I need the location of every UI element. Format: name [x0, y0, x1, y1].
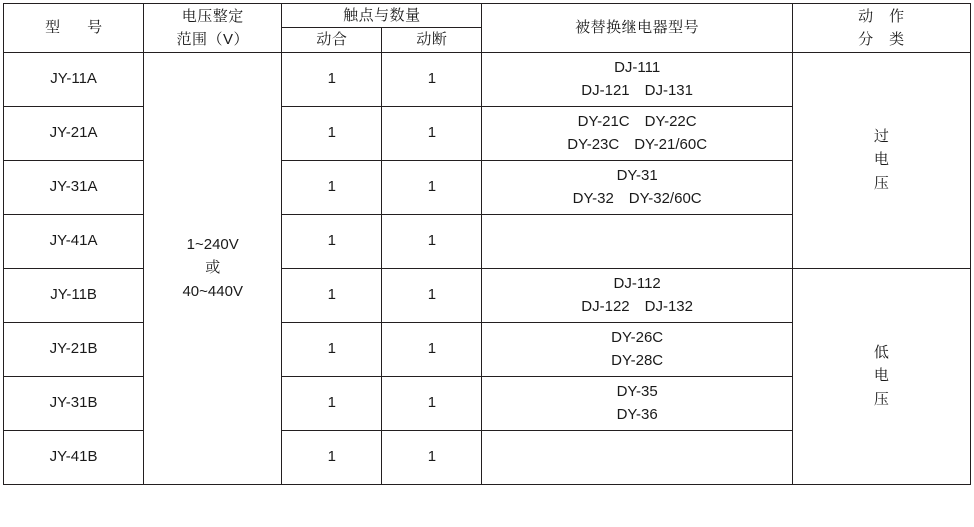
replaced-line: DY-35 — [616, 382, 658, 400]
cell-action-class — [792, 52, 970, 268]
cell-voltage-range — [144, 52, 282, 484]
replaced-line: DJ-112 — [613, 274, 661, 292]
cell-model: JY-11B — [4, 268, 144, 322]
cell-action-class — [792, 268, 970, 484]
voltage-line-3: 40~440V — [182, 282, 243, 300]
cell-contact-make: 1 — [282, 106, 382, 160]
cell-contact-break: 1 — [382, 376, 482, 430]
header-model — [4, 4, 144, 53]
cell-replaced-relay — [482, 322, 792, 376]
cell-replaced-relay — [482, 430, 792, 484]
header-voltage-line1: 电压整定 — [181, 7, 244, 25]
relay-spec-table — [3, 3, 971, 485]
replaced-line: DY-32 DY-32/60C — [572, 190, 702, 207]
cell-contact-make: 1 — [282, 160, 382, 214]
cell-contact-make: 1 — [282, 52, 382, 106]
cell-contact-make: 1 — [282, 376, 382, 430]
replaced-line: DY-23C DY-21/60C — [567, 136, 708, 153]
cell-replaced-relay — [482, 106, 792, 160]
cell-contact-break: 1 — [382, 268, 482, 322]
cell-model: JY-21A — [4, 106, 144, 160]
header-contact-make: 动合 — [282, 28, 382, 52]
cell-contact-break: 1 — [382, 430, 482, 484]
replaced-line: DJ-111 — [614, 58, 661, 76]
action-class-line: 压 — [873, 174, 889, 192]
header-action-class — [792, 4, 970, 53]
cell-replaced-relay — [482, 52, 792, 106]
cell-replaced-relay — [482, 376, 792, 430]
replaced-line: DY-26C — [611, 328, 664, 346]
cell-replaced-relay — [482, 214, 792, 268]
cell-model: JY-41B — [4, 430, 144, 484]
cell-model: JY-41A — [4, 214, 144, 268]
action-class-line: 电 — [873, 151, 889, 169]
action-class-line: 低 — [873, 344, 889, 362]
cell-contact-make: 1 — [282, 214, 382, 268]
header-replaced-relay: 被替换继电器型号 — [482, 4, 792, 53]
cell-model: JY-21B — [4, 322, 144, 376]
cell-replaced-relay — [482, 268, 792, 322]
action-class-line: 压 — [873, 390, 889, 408]
cell-model: JY-11A — [4, 52, 144, 106]
cell-contact-break: 1 — [382, 106, 482, 160]
cell-model: JY-31A — [4, 160, 144, 214]
replaced-line: DY-31 — [616, 166, 658, 184]
header-model-label: 型 号 — [45, 19, 109, 37]
cell-model: JY-31B — [4, 376, 144, 430]
cell-contact-break: 1 — [382, 214, 482, 268]
header-contacts-group: 触点与数量 — [282, 4, 482, 28]
table-header-row-1 — [4, 4, 971, 28]
cell-contact-break: 1 — [382, 322, 482, 376]
header-contact-break: 动断 — [382, 28, 482, 52]
replaced-line: DY-28C — [611, 352, 664, 369]
cell-contact-break: 1 — [382, 52, 482, 106]
cell-contact-make: 1 — [282, 322, 382, 376]
cell-contact-break: 1 — [382, 160, 482, 214]
action-class-line: 电 — [873, 367, 889, 385]
replaced-line: DY-21C DY-22C — [577, 112, 697, 130]
voltage-line-2: 或 — [205, 259, 221, 277]
header-action-line1: 动 作 — [858, 7, 905, 25]
voltage-line-1: 1~240V — [186, 236, 239, 254]
replaced-line: DJ-121 DJ-131 — [581, 82, 693, 99]
cell-replaced-relay — [482, 160, 792, 214]
header-action-line2: 分 类 — [858, 30, 905, 48]
header-voltage-range — [144, 4, 282, 53]
replaced-line: DY-36 — [616, 406, 658, 423]
replaced-line: DJ-122 DJ-132 — [581, 298, 693, 315]
cell-contact-make: 1 — [282, 268, 382, 322]
header-voltage-line2: 范围（V） — [176, 30, 249, 48]
action-class-line: 过 — [873, 128, 889, 146]
cell-contact-make: 1 — [282, 430, 382, 484]
table-row — [4, 52, 971, 106]
